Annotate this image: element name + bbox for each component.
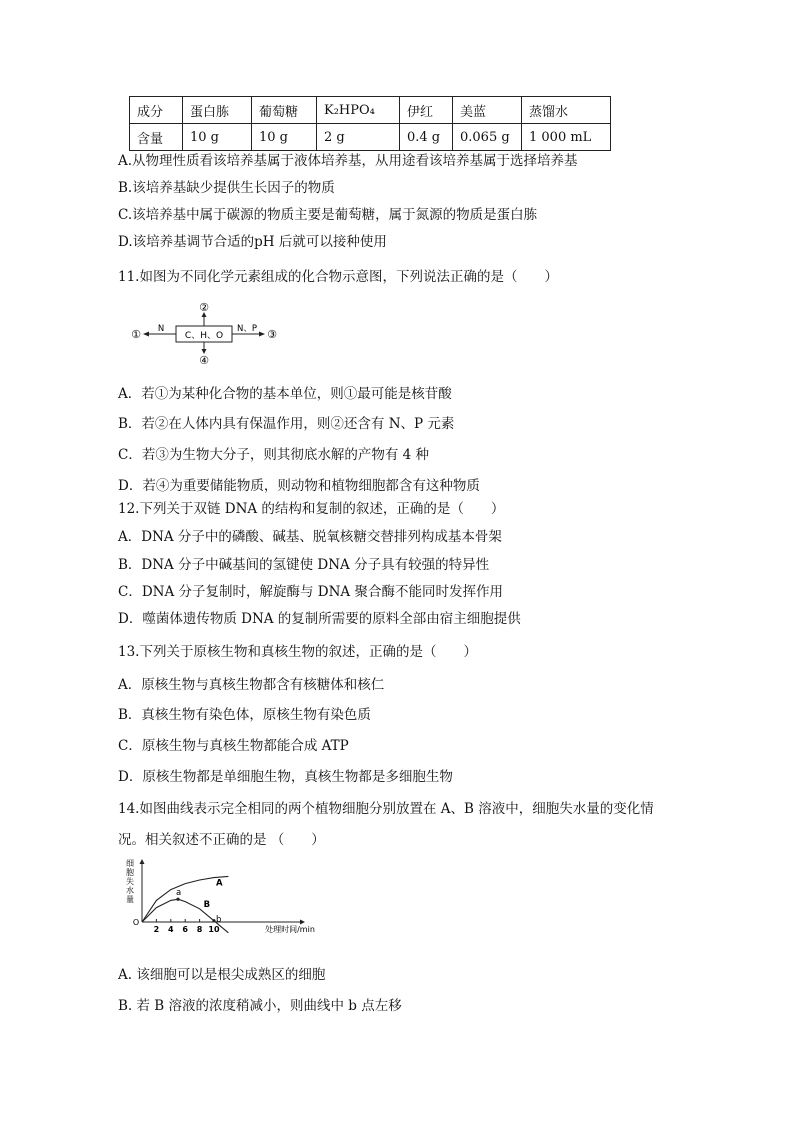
table-row: [130, 124, 611, 151]
compound-diagram: [128, 302, 278, 364]
right-element: N、P: [237, 324, 257, 334]
series-label-B: B: [203, 899, 211, 910]
x-axis-arrow-icon: [300, 920, 305, 925]
table-cell: K₂HPO₄: [317, 97, 400, 124]
q11-option-b: B．若②在人体内具有保温作用，则②还含有 N、P 元素: [118, 416, 455, 432]
x-tick-label: 2: [153, 925, 160, 934]
table-cell: 美蓝: [453, 97, 522, 124]
water-loss-chart: [112, 856, 322, 946]
table-cell: 葡萄糖: [252, 97, 317, 124]
table-cell: 0.065 g: [453, 124, 522, 151]
label-3: ③: [267, 328, 277, 341]
y-axis-label-char: 细: [126, 859, 134, 868]
q11-option-d: D．若④为重要储能物质，则动物和植物细胞都含有这种物质: [118, 478, 480, 494]
q10-option-b: B.该培养基缺少提供生长因子的物质: [118, 180, 335, 196]
x-tick-label: 10: [208, 925, 220, 934]
table-cell: 10 g: [183, 124, 252, 151]
point-label-b: b: [216, 914, 222, 925]
q13-option-d: D．原核生物都是单细胞生物，真核生物都是多细胞生物: [118, 769, 453, 785]
table-cell: 蛋白胨: [183, 97, 252, 124]
q11-stem: 11.如图为不同化学元素组成的化合物示意图，下列说法正确的是（ ）: [118, 269, 558, 285]
table-row: [130, 97, 611, 124]
q10-option-d: D.该培养基调节合适的pH 后就可以接种使用: [118, 234, 387, 250]
origin-label: O: [132, 918, 140, 927]
x-axis-label: 处理时间/min: [265, 925, 315, 934]
center-elements: C、H、O: [184, 331, 224, 341]
table-cell: 1 000 mL: [522, 124, 611, 151]
left-element: N: [157, 324, 165, 334]
q13-stem: 13.下列关于原核生物和真核生物的叙述，正确的是（ ）: [118, 644, 477, 660]
y-axis-label-char: 水: [126, 886, 134, 895]
right-arrow-icon: [259, 332, 265, 337]
q13-option-a: A．原核生物与真核生物都含有核糖体和核仁: [118, 677, 385, 693]
q14-option-b: B. 若 B 溶液的浓度稍减小，则曲线中 b 点左移: [118, 998, 402, 1014]
q12-option-d: D．噬菌体遗传物质 DNA 的复制所需要的原料全部由宿主细胞提供: [118, 611, 521, 627]
y-axis-label-char: 失: [126, 877, 134, 886]
q14-stem-line2: 况。相关叙述不正确的是 （ ）: [118, 832, 325, 848]
q13-option-b: B．真核生物有染色体，原核生物有染色质: [118, 707, 371, 723]
x-tick-label: 6: [182, 925, 188, 934]
point-label-a: a: [176, 888, 182, 899]
table-cell: 含量: [130, 124, 183, 151]
q11-option-a: A．若①为某种化合物的基本单位，则①最可能是核苷酸: [118, 386, 452, 402]
table-cell: 2 g: [317, 124, 400, 151]
y-axis-arrow-icon: [140, 859, 145, 864]
label-2: ②: [199, 302, 209, 314]
medium-composition-table: [129, 96, 611, 151]
label-1: ①: [131, 328, 141, 341]
table-cell: 蒸馏水: [522, 97, 611, 124]
x-tick-label: 4: [168, 925, 174, 934]
table-cell: 10 g: [252, 124, 317, 151]
table-cell: 伊红: [400, 97, 453, 124]
q14-option-a: A. 该细胞可以是根尖成熟区的细胞: [118, 967, 326, 983]
table-cell: 成分: [130, 97, 183, 124]
q10-option-c: C.该培养基中属于碳源的物质主要是葡萄糖，属于氮源的物质是蛋白胨: [118, 207, 538, 223]
y-axis-label-char: 胞: [126, 868, 134, 877]
series-label-A: A: [216, 878, 223, 889]
q12-option-a: A．DNA 分子中的磷酸、碱基、脱氧核糖交替排列构成基本骨架: [118, 529, 502, 545]
q12-option-b: B．DNA 分子中碱基间的氢键使 DNA 分子具有较强的特异性: [118, 557, 490, 573]
q12-option-c: C．DNA 分子复制时，解旋酶与 DNA 聚合酶不能同时发挥作用: [118, 584, 503, 600]
table-cell: 0.4 g: [400, 124, 453, 151]
q11-option-c: C．若③为生物大分子，则其彻底水解的产物有 4 种: [118, 447, 430, 463]
q13-option-c: C．原核生物与真核生物都能合成 ATP: [118, 738, 349, 754]
label-4: ④: [199, 354, 209, 364]
left-arrow-icon: [143, 332, 149, 337]
q12-stem: 12.下列关于双链 DNA 的结构和复制的叙述，正确的是（ ）: [118, 501, 505, 517]
q10-option-a: A.从物理性质看该培养基属于液体培养基，从用途看该培养基属于选择培养基: [118, 153, 578, 169]
y-axis-label-char: 量: [126, 895, 134, 904]
q14-stem-line1: 14.如图曲线表示完全相同的两个植物细胞分别放置在 A、B 溶液中，细胞失水量的变化情: [118, 801, 654, 817]
x-tick-label: 8: [196, 925, 203, 934]
